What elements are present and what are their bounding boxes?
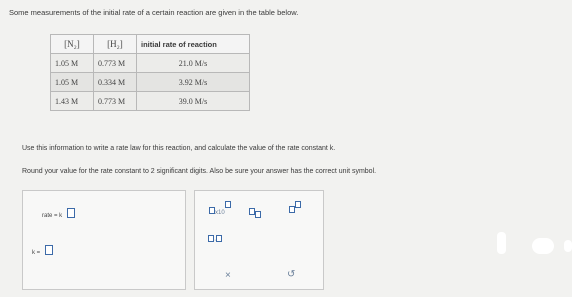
math-palette: [194, 190, 324, 290]
cell-h2: 0.773 M: [94, 92, 137, 111]
rounding-note: Round your value for the rate constant to 2 significant digits. Also be sure your answer has the correct unit symbol.: [22, 168, 377, 175]
instruction-text: Use this information to write a rate law for this reaction, and calculate the value of the rate constant k.: [22, 145, 336, 152]
glare-artifact: [497, 232, 506, 254]
rate-law-row: [42, 204, 75, 222]
superscript-button[interactable]: [289, 200, 301, 218]
rate-label: rate = k: [42, 213, 63, 219]
cell-n2: 1.05 M: [51, 73, 94, 92]
cell-rate: 39.0 M/s: [137, 92, 250, 111]
k-row: [32, 241, 53, 259]
rate-data-table: [50, 34, 250, 111]
clear-button[interactable]: [225, 270, 231, 281]
header-rate: initial rate of reaction: [137, 35, 250, 54]
cell-h2: 0.773 M: [94, 54, 137, 73]
undo-icon: ↺: [287, 269, 296, 280]
subscript-button[interactable]: [249, 202, 261, 220]
undo-button[interactable]: [287, 269, 295, 280]
header-h2: [H₂]: [94, 35, 137, 54]
k-label: k =: [32, 250, 41, 256]
header-n2: [N₂]: [51, 35, 94, 54]
close-icon: ×: [225, 270, 231, 281]
cell-n2: 1.43 M: [51, 92, 94, 111]
k-value-input[interactable]: [45, 245, 53, 255]
cell-h2: 0.334 M: [94, 73, 137, 92]
glare-artifact: [532, 238, 554, 254]
rate-law-input[interactable]: [67, 208, 75, 218]
glare-artifact: [564, 240, 572, 252]
cell-rate: 3.92 M/s: [137, 73, 250, 92]
cell-n2: 1.05 M: [51, 54, 94, 73]
question-intro: Some measurements of the initial rate of a certain reaction are given in the table below.: [9, 8, 299, 17]
multiply-dot-button[interactable]: ·: [208, 235, 222, 244]
scientific-notation-button[interactable]: x10: [209, 201, 231, 219]
cell-rate: 21.0 M/s: [137, 54, 250, 73]
answer-panel: [22, 190, 186, 290]
